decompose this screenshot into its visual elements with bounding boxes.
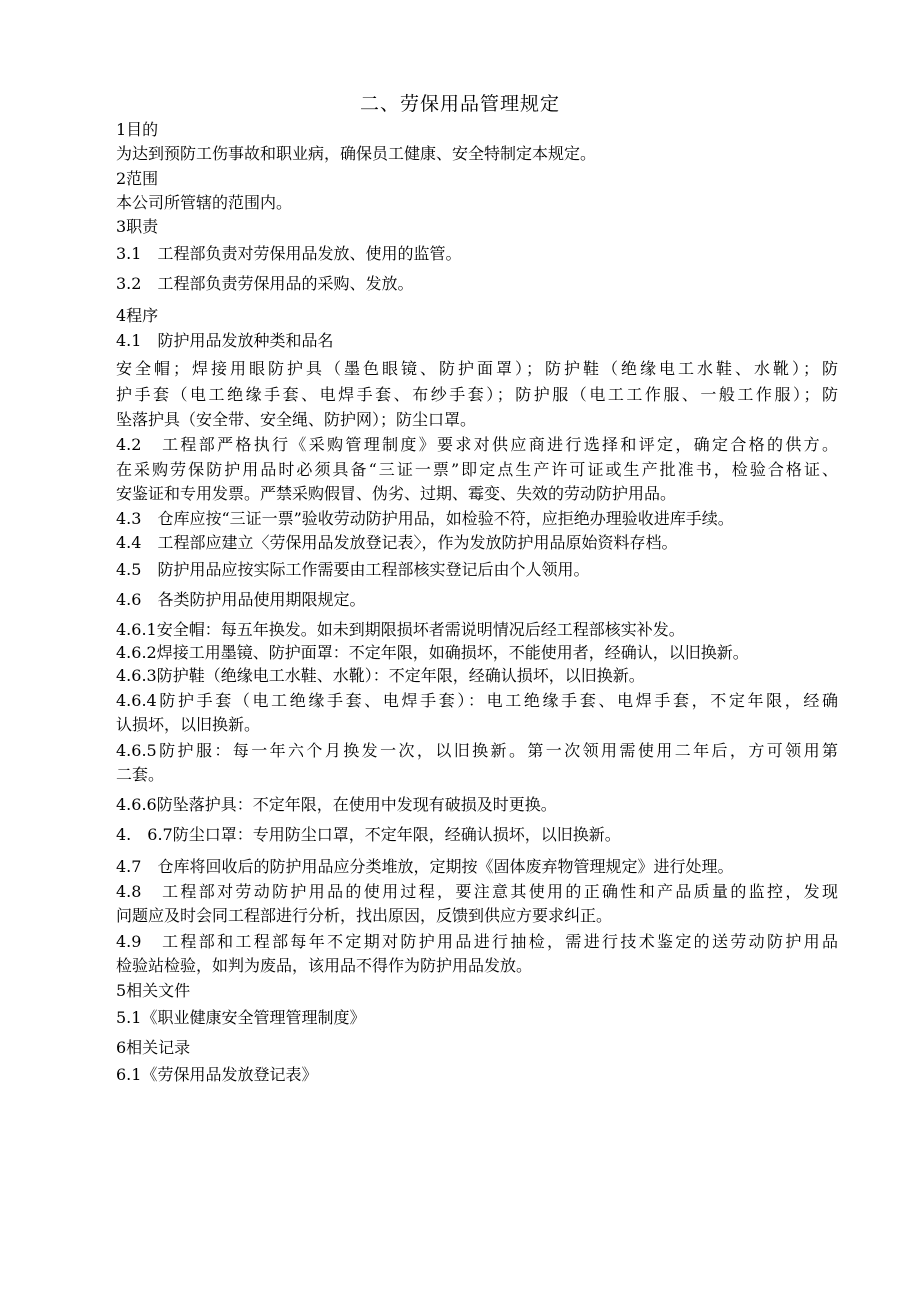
clause-4-9-line-1: 4.9 工程部和工程部每年不定期对防护用品进行抽检，需进行技术鉴定的送劳动防护用品: [116, 932, 838, 951]
clause-4-6-4-line-1: 4.6.4防护手套（电工绝缘手套、电焊手套）：电工绝缘手套、电焊手套，不定年限，经确: [116, 691, 838, 710]
section-heading-related-documents: 5相关文件: [116, 981, 191, 1000]
related-record-6-1: 6.1《劳保用品发放登记表》: [116, 1065, 318, 1084]
section-heading-related-records: 6相关记录: [116, 1038, 191, 1057]
section-heading-purpose: 1目的: [116, 120, 159, 139]
clause-4-6-2: 4.6.2焊接工用墨镜、防护面罩：不定年限，如确损坏，不能使用者，经确认，以旧换新。: [116, 643, 749, 662]
section-heading-scope: 2范围: [116, 169, 159, 188]
related-document-5-1: 5.1《职业健康安全管理管理制度》: [116, 1008, 366, 1027]
paragraph-purpose: 为达到预防工伤事故和职业病，确保员工健康、安全特制定本规定。: [116, 144, 597, 163]
clause-4-6-5-line-2: 二套。: [116, 765, 165, 784]
clause-4-2-line-1: 4.2 工程部严格执行《采购管理制度》要求对供应商进行选择和评定，确定合格的供方。: [116, 435, 838, 454]
paragraph-4-1-line-3: 坠落护具（安全带、安全绳、防护网）；防尘口罩。: [116, 410, 477, 429]
section-heading-procedure: 4程序: [116, 306, 159, 325]
clause-4-9-line-2: 检验站检验，如判为废品，该用品不得作为防护用品发放。: [116, 956, 533, 975]
clause-4-1: 4.1 防护用品发放种类和品名: [116, 331, 334, 350]
clause-4-6-1: 4.6.1安全帽：每五年换发。如未到期限损坏者需说明情况后经工程部核实补发。: [116, 620, 685, 639]
clause-3-1: 3.1 工程部负责对劳保用品发放、使用的监管。: [116, 244, 462, 263]
clause-4-3: 4.3 仓库应按“三证一票”验收劳动防护用品，如检验不符，应拒绝办理验收进库手续。: [116, 509, 734, 528]
clause-4-4: 4.4 工程部应建立〈劳保用品发放登记表〉，作为发放防护用品原始资料存档。: [116, 533, 678, 552]
clause-4-7: 4.7 仓库将回收后的防护用品应分类堆放，定期按《固体废弃物管理规定》进行处理。: [116, 857, 734, 876]
clause-4-8-line-1: 4.8 工程部对劳动防护用品的使用过程，要注意其使用的正确性和产品质量的监控，发现: [116, 882, 838, 901]
paragraph-4-1-line-1: 安全帽；焊接用眼防护具（墨色眼镜、防护面罩）；防护鞋（绝缘电工水鞋、水靴）；防: [116, 359, 838, 378]
clause-4-6-4-line-2: 认损坏，以旧换新。: [116, 715, 261, 734]
clause-4-8-line-2: 问题应及时会同工程部进行分析，找出原因，反馈到供应方要求纠正。: [116, 906, 613, 925]
clause-4-6-6: 4.6.6防坠落护具：不定年限，在使用中发现有破损及时更换。: [116, 795, 557, 814]
clause-4-2-line-3: 安鉴证和专用发票。严禁采购假冒、伪劣、过期、霉变、失效的劳动防护用品。: [116, 484, 677, 503]
clause-4-2-line-2: 在采购劳保防护用品时必须具备“三证一票”即定点生产许可证或生产批准书，检验合格证、: [116, 460, 838, 479]
clause-4-5: 4.5 防护用品应按实际工作需要由工程部核实登记后由个人领用。: [116, 560, 590, 579]
paragraph-scope: 本公司所管辖的范围内。: [116, 193, 293, 212]
paragraph-4-1-line-2: 护手套（电工绝缘手套、电焊手套、布纱手套）；防护服（电工工作服、一般工作服）；防: [116, 385, 838, 404]
clause-4-6-5-line-1: 4.6.5防护服：每一年六个月换发一次，以旧换新。第一次领用需使用二年后，方可领用第: [116, 741, 838, 760]
clause-4-6: 4.6 各类防护用品使用期限规定。: [116, 590, 366, 609]
section-heading-responsibility: 3职责: [116, 217, 159, 236]
document-title: 二、劳保用品管理规定: [359, 93, 560, 115]
clause-4-6-7: 4. 6.7防尘口罩：专用防尘口罩，不定年限，经确认损坏，以旧换新。: [116, 825, 621, 844]
clause-3-2: 3.2 工程部负责劳保用品的采购、发放。: [116, 274, 414, 293]
clause-4-6-3: 4.6.3防护鞋（绝缘电工水鞋、水靴）：不定年限，经确认损坏，以旧换新。: [116, 666, 645, 685]
